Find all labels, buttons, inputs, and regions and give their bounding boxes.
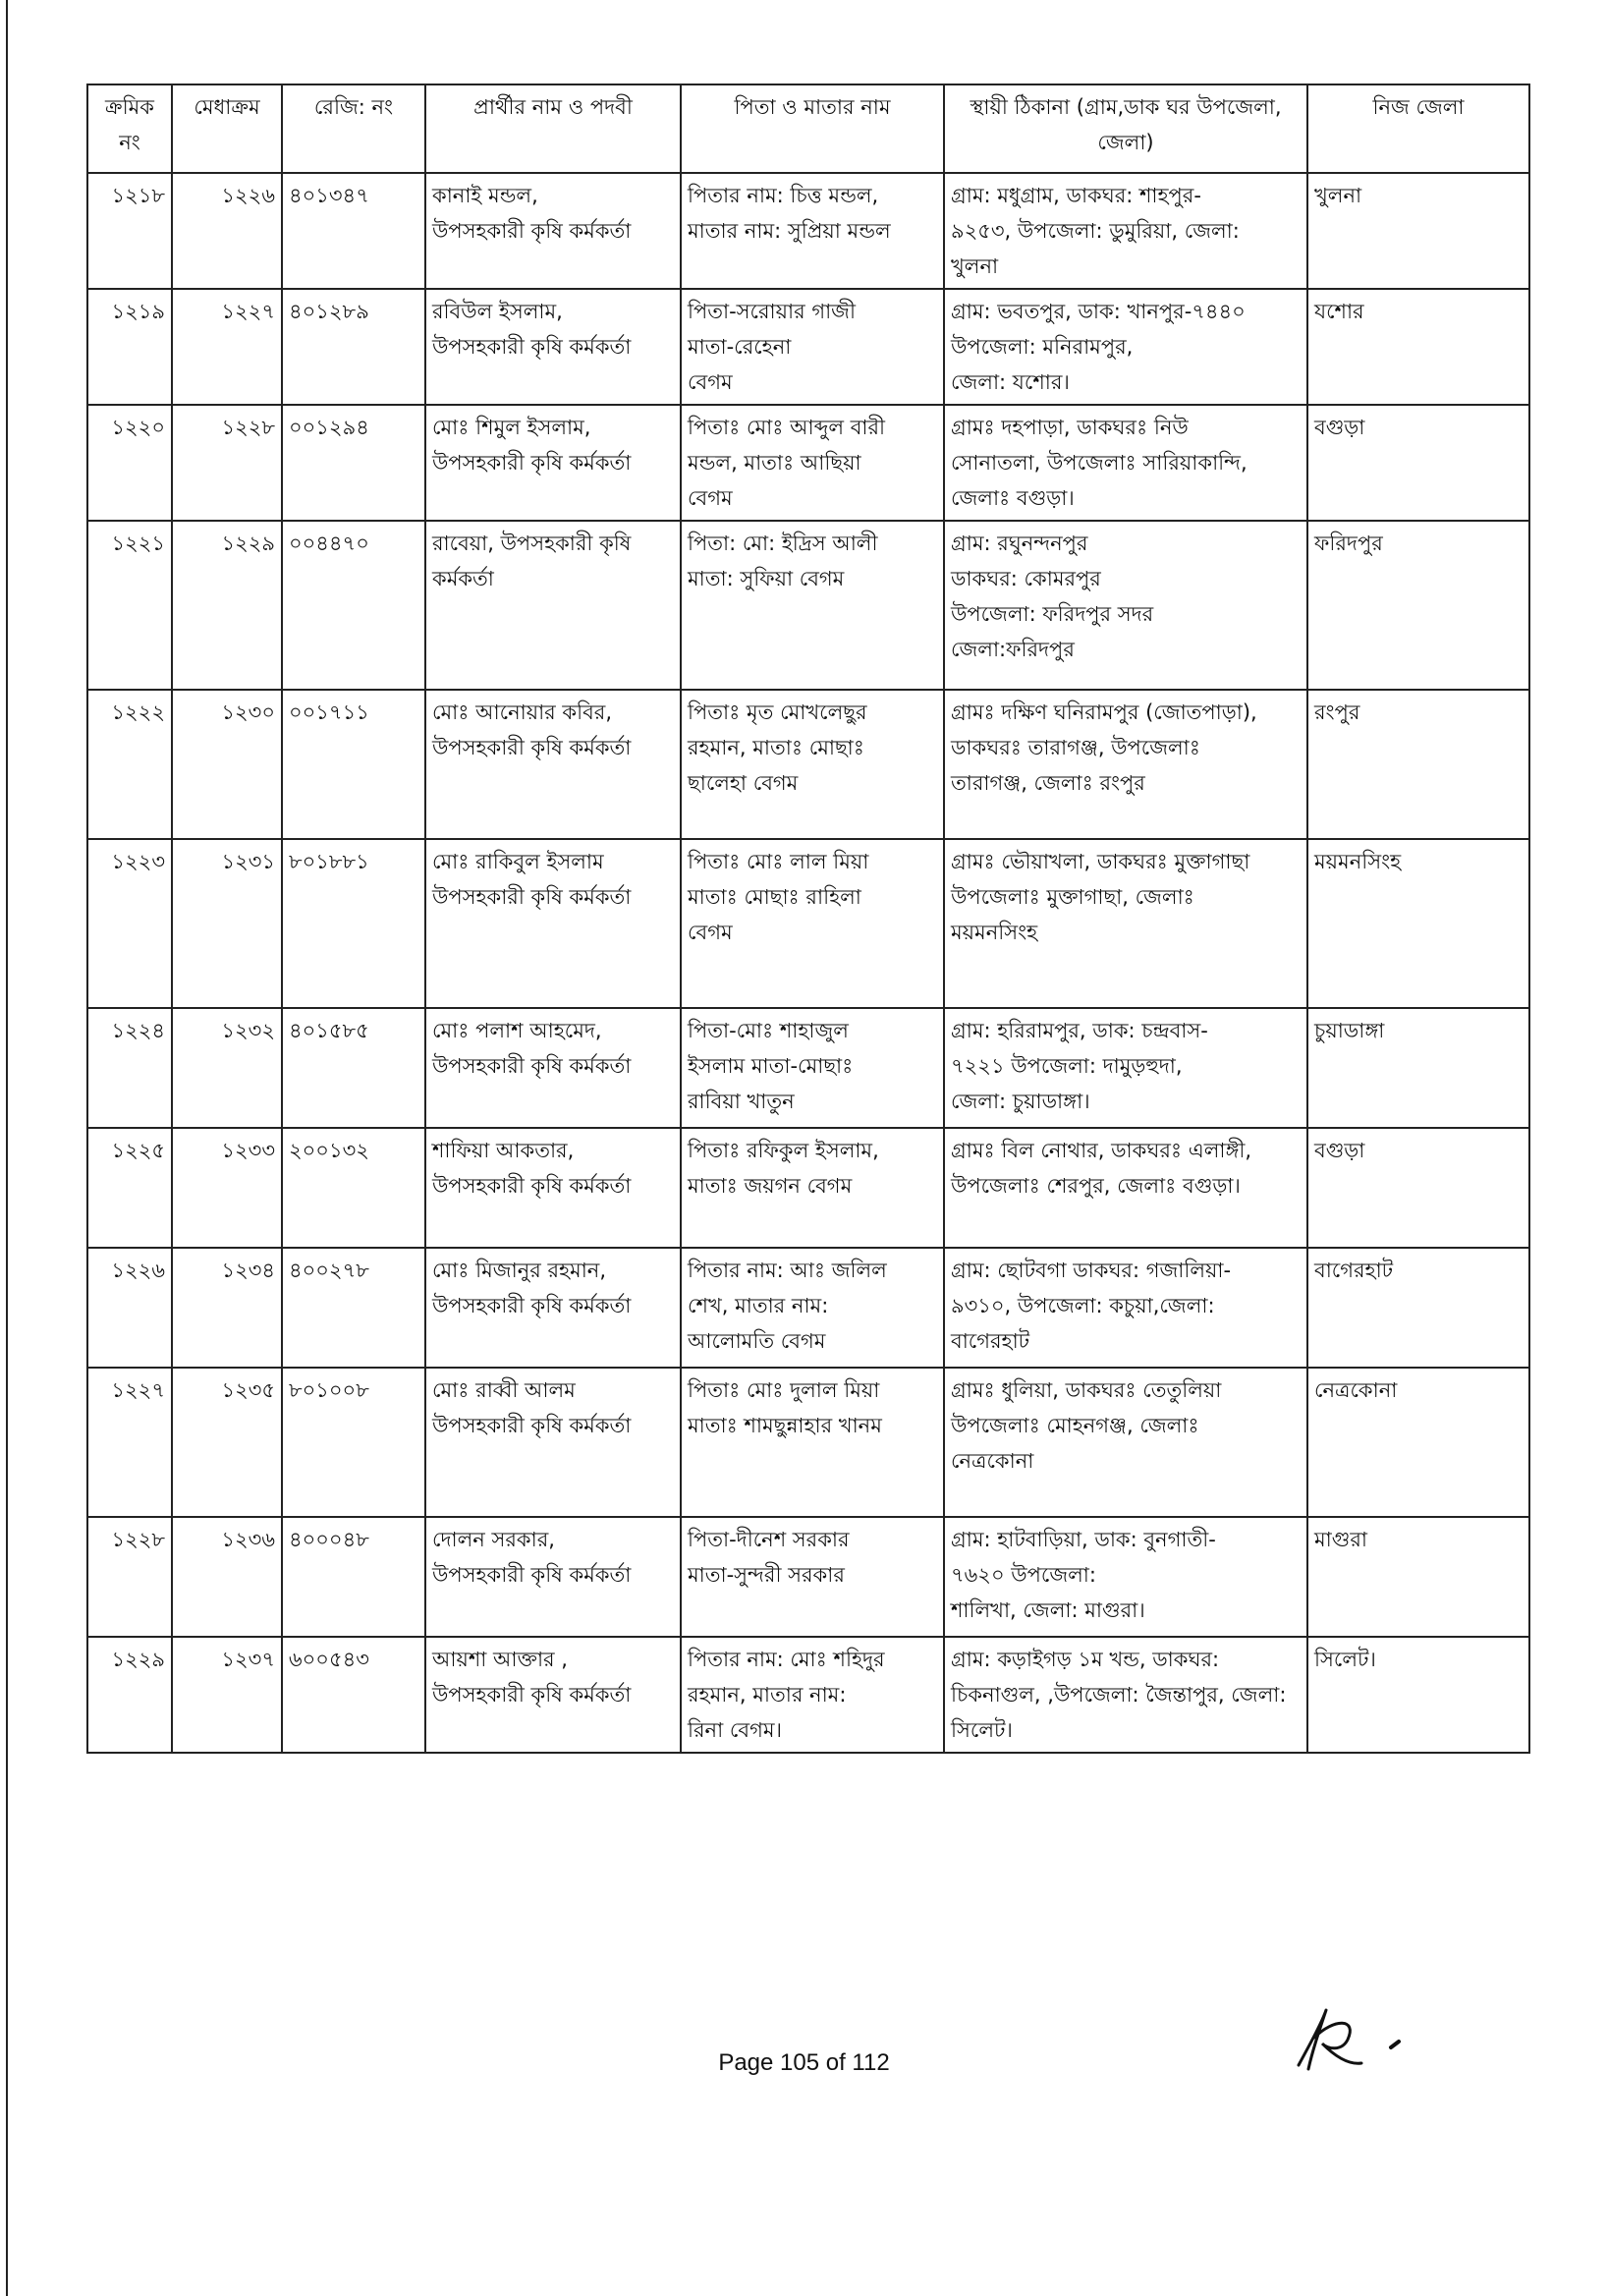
parents-cell-line: পিতাঃ রফিকুল ইসলাম, [688,1139,879,1162]
parents-cell-line: পিতা-দীনেশ সরকার [688,1528,850,1551]
address-cell-line: উপজেলাঃ মুক্তাগাছা, জেলাঃ [951,885,1194,909]
name-designation-cell-line: মোঃ আনোয়ার কবির, [432,700,613,724]
name-designation-cell-line: উপসহকারী কৃষি কর্মকর্তা [432,451,632,475]
parents-cell-line: রহমান, মাতাঃ মোছাঃ [688,736,864,759]
registration-cell: ৪০১৫৮৫ [282,1008,425,1128]
name-designation-cell [425,839,681,1008]
district-cell: রংপুর [1307,690,1529,839]
header-home-district: নিজ জেলা [1307,84,1529,173]
address-cell-line: ৯২৫৩, উপজেলা: ডুমুরিয়া, জেলা: [951,219,1240,243]
header-registration: রেজি: নং [282,84,425,173]
parents-cell-line: মাতা: সুফিয়া বেগম [688,567,845,590]
parents-cell [681,1517,944,1637]
name-designation-cell-line: উপসহকারী কৃষি কর্মকর্তা [432,885,632,909]
address-cell-line: গ্রামঃ দক্ষিণ ঘনিরামপুর (জোতপাড়া), [951,700,1257,724]
address-cell-line: বাগেরহাট [951,1329,1030,1353]
name-designation-cell-line: মোঃ রাব্বী আলম [432,1378,576,1402]
district-cell: ময়মনসিংহ [1307,839,1529,1008]
header-parents: পিতা ও মাতার নাম [681,84,944,173]
parents-cell-line: পিতাঃ মৃত মোখলেছুর [688,700,867,724]
parents-cell-line: বেগম [688,921,733,944]
merit-cell: ১২৩৬ [172,1517,282,1637]
name-designation-cell-line: রাবেয়া, উপসহকারী কৃষি [432,532,632,555]
address-cell [944,405,1307,521]
parents-cell-line: পিতা-মোঃ শাহাজুল [688,1019,849,1042]
address-cell-line: গ্রামঃ বিল নোথার, ডাকঘরঃ এলাঙ্গী, [951,1139,1252,1162]
address-cell-line: গ্রাম: কড়াইগড় ১ম খন্ড, ডাকঘর: [951,1648,1220,1671]
name-designation-cell-line: রবিউল ইসলাম, [432,300,563,323]
page-number: Page 105 of 112 [718,2049,890,2076]
parents-cell [681,690,944,839]
district-cell: চুয়াডাঙ্গা [1307,1008,1529,1128]
parents-cell [681,1128,944,1248]
serial-cell: ১২১৮ [87,173,172,289]
serial-cell: ১২২৪ [87,1008,172,1128]
merit-cell: ১২২৬ [172,173,282,289]
name-designation-cell-line: মোঃ মিজানুর রহমান, [432,1259,606,1282]
address-cell-line: ডাকঘরঃ তারাগঞ্জ, উপজেলাঃ [951,736,1200,759]
parents-cell [681,1248,944,1368]
district-cell: বাগেরহাট [1307,1248,1529,1368]
signature-mark [1289,2004,1426,2073]
name-designation-cell-line: মোঃ শিমুল ইসলাম, [432,416,591,439]
parents-cell-line: মাতা-রেহেনা [688,335,792,359]
table-row [87,405,1529,521]
merit-cell: ১২৩৭ [172,1637,282,1753]
parents-cell-line: পিতা: মো: ইদ্রিস আলী [688,532,878,555]
merit-cell: ১২৩১ [172,839,282,1008]
merit-cell: ১২৩০ [172,690,282,839]
parents-cell-line: বেগম [688,370,733,394]
name-designation-cell-line: শাফিয়া আকতার, [432,1139,575,1162]
name-designation-cell-line: কানাই মন্ডল, [432,184,538,207]
name-designation-cell [425,173,681,289]
address-cell [944,1517,1307,1637]
district-cell: যশোর [1307,289,1529,405]
parents-cell-line: মাতার নাম: সুপ্রিয়া মন্ডল [688,219,891,243]
district-cell: খুলনা [1307,173,1529,289]
address-cell-line: গ্রাম: হাটবাড়িয়া, ডাক: বুনগাতী- [951,1528,1216,1551]
address-cell-line: উপজেলা: মনিরামপুর, [951,335,1134,359]
address-cell-line: জেলা: যশোর। [951,370,1070,394]
address-cell [944,1248,1307,1368]
address-cell [944,173,1307,289]
address-cell-line: সিলেট। [951,1718,1013,1742]
parents-cell-line: পিতার নাম: মোঃ শহিদুর [688,1648,885,1671]
address-cell [944,1128,1307,1248]
registration-cell: ৪০১২৮৯ [282,289,425,405]
table-row [87,690,1529,839]
name-designation-cell [425,1368,681,1517]
name-designation-cell [425,289,681,405]
address-cell-line: উপজেলাঃ মোহনগঞ্জ, জেলাঃ [951,1414,1199,1437]
address-cell [944,1368,1307,1517]
registration-cell: ০০৪৪৭০ [282,521,425,690]
parents-cell [681,1368,944,1517]
parents-cell-line: মাতা-সুন্দরী সরকার [688,1563,845,1587]
parents-cell-line: আলোমতি বেগম [688,1329,826,1353]
parents-cell [681,1637,944,1753]
name-designation-cell [425,521,681,690]
address-cell-line: শালিখা, জেলা: মাগুরা। [951,1598,1145,1622]
name-designation-cell-line: মোঃ পলাশ আহমেদ, [432,1019,602,1042]
candidate-table [86,84,1530,1754]
serial-cell: ১২২৮ [87,1517,172,1637]
address-cell-line: জেলা:ফরিদপুর [951,638,1075,661]
address-cell-line: ৭২২১ উপজেলা: দামুড়হুদা, [951,1054,1183,1078]
table-row [87,1517,1529,1637]
district-cell: ফরিদপুর [1307,521,1529,690]
address-cell-line: ৭৬২০ উপজেলা: [951,1563,1096,1587]
merit-cell: ১২৩৩ [172,1128,282,1248]
name-designation-cell-line: আয়শা আক্তার , [432,1648,568,1671]
name-designation-cell [425,1248,681,1368]
name-designation-cell-line: উপসহকারী কৃষি কর্মকর্তা [432,1563,632,1587]
address-cell-line: নেত্রকোনা [951,1449,1034,1473]
registration-cell: ৪০০০৪৮ [282,1517,425,1637]
merit-cell: ১২২৮ [172,405,282,521]
address-cell-line: গ্রাম: মধুগ্রাম, ডাকঘর: শাহপুর- [951,184,1201,207]
table-row [87,1008,1529,1128]
table-row [87,173,1529,289]
parents-cell-line: ইসলাম মাতা-মোছাঃ [688,1054,854,1078]
address-cell-line: জেলা: চুয়াডাঙ্গা। [951,1090,1090,1113]
table-row [87,1368,1529,1517]
serial-cell: ১২২০ [87,405,172,521]
parents-cell-line: রহমান, মাতার নাম: [688,1683,847,1707]
header-permanent-address: স্থায়ী ঠিকানা (গ্রাম,ডাক ঘর উপজেলা, জেলা) [944,84,1307,173]
name-designation-cell-line: মোঃ রাকিবুল ইসলাম [432,850,604,873]
district-cell: বগুড়া [1307,405,1529,521]
name-designation-cell-line: উপসহকারী কৃষি কর্মকর্তা [432,335,632,359]
serial-cell: ১২২৬ [87,1248,172,1368]
name-designation-cell [425,405,681,521]
parents-cell-line: মাতাঃ জয়গন বেগম [688,1174,853,1198]
district-cell: সিলেট। [1307,1637,1529,1753]
parents-cell-line: বেগম [688,486,733,510]
parents-cell-line: রাবিয়া খাতুন [688,1090,795,1113]
address-cell [944,1008,1307,1128]
registration-cell: ৪০০২৭৮ [282,1248,425,1368]
merit-cell: ১২৩৫ [172,1368,282,1517]
parents-cell [681,405,944,521]
district-cell: মাগুরা [1307,1517,1529,1637]
header-merit: মেধাক্রম [172,84,282,173]
parents-cell [681,839,944,1008]
name-designation-cell-line: উপসহকারী কৃষি কর্মকর্তা [432,1174,632,1198]
address-cell [944,289,1307,405]
name-designation-cell [425,1517,681,1637]
address-cell [944,690,1307,839]
name-designation-cell-line: দোলন সরকার, [432,1528,555,1551]
parents-cell-line: পিতাঃ মোঃ দুলাল মিয়া [688,1378,880,1402]
name-designation-cell-line: উপসহকারী কৃষি কর্মকর্তা [432,1414,632,1437]
address-cell [944,521,1307,690]
table-body [87,173,1529,1753]
parents-cell-line: পিতাঃ মোঃ লাল মিয়া [688,850,869,873]
address-cell-line: গ্রাম: ছোটবগা ডাকঘর: গজালিয়া- [951,1259,1232,1282]
table-header-row [87,84,1529,173]
address-cell [944,839,1307,1008]
table-row [87,289,1529,405]
address-cell-line: গ্রামঃ ভৌয়াখলা, ডাকঘরঃ মুক্তাগাছা [951,850,1250,873]
address-cell-line: খুলনা [951,254,999,278]
address-cell-line: ডাকঘর: কোমরপুর [951,567,1101,590]
address-cell-line: গ্রামঃ দহপাড়া, ডাকঘরঃ নিউ [951,416,1189,439]
parents-cell-line: ছালেহা বেগম [688,771,799,795]
name-designation-cell [425,690,681,839]
address-cell-line: উপজেলা: ফরিদপুর সদর [951,602,1154,626]
parents-cell-line: পিতাঃ মোঃ আব্দুল বারী [688,416,886,439]
address-cell-line: চিকনাগুল, ,উপজেলা: জৈন্তাপুর, জেলা: [951,1683,1287,1707]
table-row [87,521,1529,690]
table-row [87,839,1529,1008]
merit-cell: ১২২৯ [172,521,282,690]
name-designation-cell [425,1008,681,1128]
parents-cell-line: শেখ, মাতার নাম: [688,1294,829,1317]
table-row [87,1637,1529,1753]
table-row [87,1248,1529,1368]
merit-cell: ১২৩৪ [172,1248,282,1368]
address-cell-line: ময়মনসিংহ [951,921,1038,944]
parents-cell [681,173,944,289]
scan-edge-line [6,0,8,2296]
parents-cell-line: পিতার নাম: চিত্ত মন্ডল, [688,184,879,207]
address-cell-line: গ্রাম: হরিরামপুর, ডাক: চন্দ্রবাস- [951,1019,1208,1042]
address-cell-line: ৯৩১০, উপজেলা: কচুয়া,জেলা: [951,1294,1215,1317]
name-designation-cell-line: উপসহকারী কৃষি কর্মকর্তা [432,219,632,243]
parents-cell [681,289,944,405]
name-designation-cell-line: উপসহকারী কৃষি কর্মকর্তা [432,1054,632,1078]
district-cell: নেত্রকোনা [1307,1368,1529,1517]
registration-cell: ৮০১০০৮ [282,1368,425,1517]
parents-cell [681,521,944,690]
address-cell-line: উপজেলাঃ শেরপুর, জেলাঃ বগুড়া। [951,1174,1241,1198]
registration-cell: ৪০১৩৪৭ [282,173,425,289]
registration-cell: ৮০১৮৮১ [282,839,425,1008]
parents-cell-line: মন্ডল, মাতাঃ আছিয়া [688,451,861,475]
merit-cell: ১২৩২ [172,1008,282,1128]
parents-cell-line: রিনা বেগম। [688,1718,783,1742]
registration-cell: ০০১৭১১ [282,690,425,839]
serial-cell: ১২২১ [87,521,172,690]
address-cell [944,1637,1307,1753]
header-serial: ক্রমিক নং [87,84,172,173]
serial-cell: ১২২২ [87,690,172,839]
address-cell-line: জেলাঃ বগুড়া। [951,486,1075,510]
serial-cell: ১২২৩ [87,839,172,1008]
name-designation-cell-line: উপসহকারী কৃষি কর্মকর্তা [432,1294,632,1317]
name-designation-cell-line: উপসহকারী কৃষি কর্মকর্তা [432,1683,632,1707]
district-cell: বগুড়া [1307,1128,1529,1248]
name-designation-cell [425,1128,681,1248]
registration-cell: ৬০০৫৪৩ [282,1637,425,1753]
parents-cell [681,1008,944,1128]
parents-cell-line: মাতাঃ শামছুন্নাহার খানম [688,1414,882,1437]
name-designation-cell-line: কর্মকর্তা [432,567,494,590]
address-cell-line: গ্রামঃ ধুলিয়া, ডাকঘরঃ তেতুলিয়া [951,1378,1222,1402]
table-row [87,1128,1529,1248]
address-cell-line: গ্রাম: ভবতপুর, ডাক: খানপুর-৭৪৪০ [951,300,1246,323]
parents-cell-line: পিতা-সরোয়ার গাজী [688,300,856,323]
address-cell-line: গ্রাম: রঘুনন্দনপুর [951,532,1088,555]
serial-cell: ১২১৯ [87,289,172,405]
serial-cell: ১২২৭ [87,1368,172,1517]
registration-cell: ২০০১৩২ [282,1128,425,1248]
name-designation-cell [425,1637,681,1753]
merit-cell: ১২২৭ [172,289,282,405]
address-cell-line: তারাগঞ্জ, জেলাঃ রংপুর [951,771,1145,795]
header-name-designation: প্রার্থীর নাম ও পদবী [425,84,681,173]
serial-cell: ১২২৯ [87,1637,172,1753]
parents-cell-line: পিতার নাম: আঃ জলিল [688,1259,887,1282]
parents-cell-line: মাতাঃ মোছাঃ রাহিলা [688,885,861,909]
serial-cell: ১২২৫ [87,1128,172,1248]
registration-cell: ০০১২৯৪ [282,405,425,521]
name-designation-cell-line: উপসহকারী কৃষি কর্মকর্তা [432,736,632,759]
address-cell-line: সোনাতলা, উপজেলাঃ সারিয়াকান্দি, [951,451,1248,475]
